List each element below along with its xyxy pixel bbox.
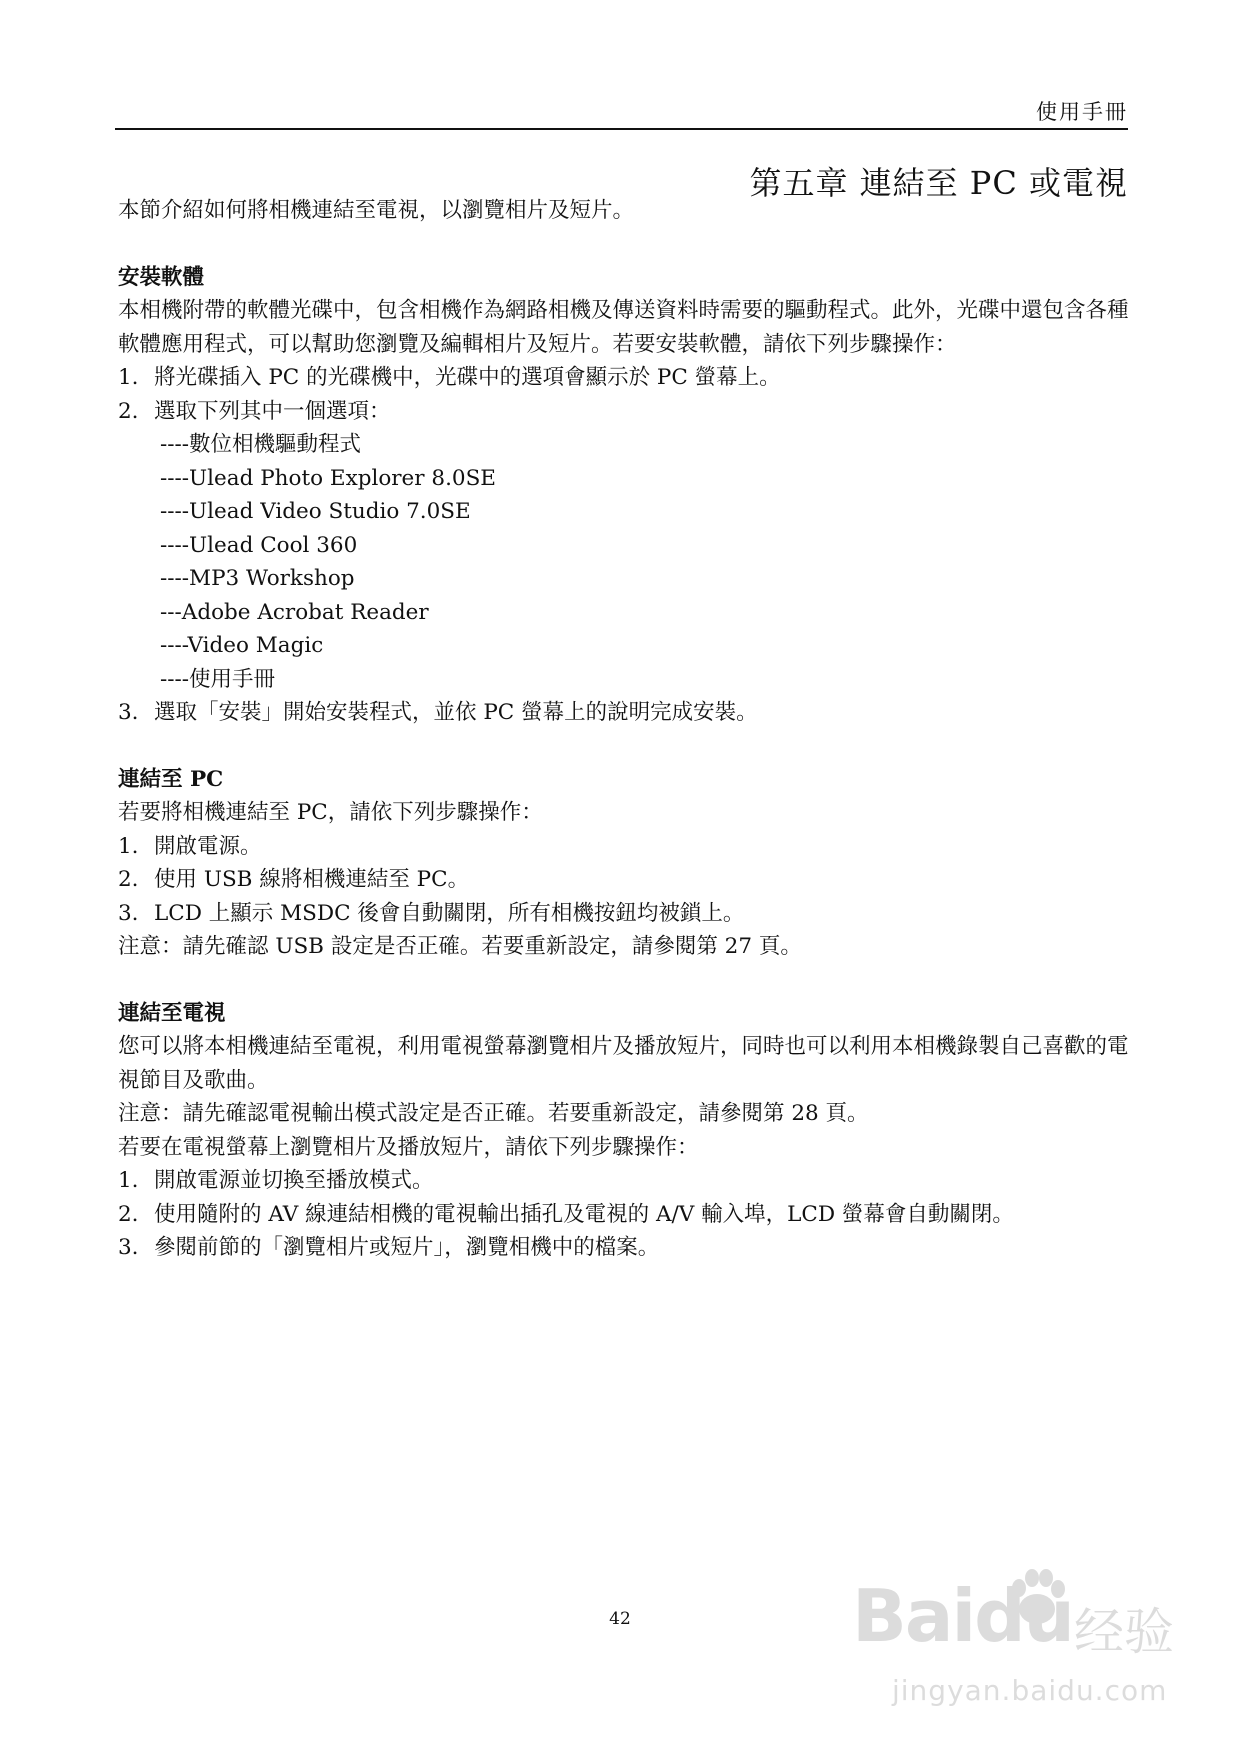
watermark-label: 经验 xyxy=(1074,1603,1174,1661)
pc-note: 注意：請先確認 USB 設定是否正確。若要重新設定，請參閱第 27 頁。 xyxy=(118,934,802,959)
tv-lead: 若要在電視螢幕上瀏覽相片及播放短片，請依下列步驟操作： xyxy=(118,1134,699,1160)
list-item xyxy=(118,863,1130,897)
section-heading-install: 安裝軟體 xyxy=(118,264,205,290)
list-number: 1. xyxy=(118,833,139,859)
list-text: 開啟電源。 xyxy=(154,833,262,859)
list-text: 將光碟插入 PC 的光碟機中，光碟中的選項會顯示於 PC 螢幕上。 xyxy=(154,365,781,390)
list-number: 3. xyxy=(118,700,139,725)
list-number: 2. xyxy=(118,867,139,892)
list-item xyxy=(118,1198,1130,1232)
watermark-brand: Baidu xyxy=(852,1574,1073,1658)
option-item: ---Adobe Acrobat Reader xyxy=(160,599,429,625)
list-item xyxy=(118,897,1130,931)
header-rule xyxy=(115,128,1128,130)
list-item xyxy=(118,830,1130,864)
list-number: 2. xyxy=(118,398,139,424)
body-content xyxy=(118,194,1130,1265)
install-paragraph: 本相機附帶的軟體光碟中，包含相機作為網路相機及傳送資料時需要的驅動程式。此外，光碟中還包含各種軟體應用程式，可以幫助您瀏覽及編輯相片及短片。若要安裝軟體，請依下列步驟操作： xyxy=(118,298,1129,357)
chapter-title: 第五章 連結至 PC 或電視 xyxy=(749,164,1128,202)
list-text: LCD 上顯示 MSDC 後會自動關閉，所有相機按鈕均被鎖上。 xyxy=(154,900,745,926)
list-item xyxy=(118,1231,1130,1265)
list-item xyxy=(118,696,1130,730)
list-text: 使用隨附的 AV 線連結相機的電視輸出插孔及電視的 A/V 輸入埠，LCD 螢幕會自動關閉。 xyxy=(154,1201,1014,1227)
list-number: 1. xyxy=(118,1168,139,1193)
watermark-url: jingyan.baidu.com xyxy=(892,1674,1168,1707)
tv-paragraph: 您可以將本相機連結至電視，利用電視螢幕瀏覽相片及播放短片，同時也可以利用本相機錄製自己喜歡的電視節目及歌曲。 xyxy=(118,1034,1129,1093)
page-number: 42 xyxy=(609,1609,631,1629)
intro-paragraph: 本節介紹如何將相機連結至電視，以瀏覽相片及短片。 xyxy=(118,198,635,223)
baidu-watermark xyxy=(852,1564,1182,1714)
option-item: ----MP3 Workshop xyxy=(160,566,355,591)
list-number: 2. xyxy=(118,1201,139,1227)
list-item xyxy=(118,395,1130,429)
list-item xyxy=(118,1164,1130,1198)
section-heading-tv: 連結至電視 xyxy=(118,1000,226,1026)
list-item xyxy=(118,361,1130,395)
list-text: 選取下列其中一個選項： xyxy=(154,398,391,424)
list-text: 參閱前節的「瀏覽相片或短片」，瀏覽相機中的檔案。 xyxy=(154,1235,660,1260)
section-heading-pc: 連結至 PC xyxy=(118,766,224,792)
option-item: ----Ulead Photo Explorer 8.0SE xyxy=(160,465,497,491)
list-number: 1. xyxy=(118,365,139,390)
running-header: 使用手冊 xyxy=(1036,100,1128,124)
list-text: 使用 USB 線將相機連結至 PC。 xyxy=(154,867,470,892)
list-number: 3. xyxy=(118,1235,139,1260)
pc-lead: 若要將相機連結至 PC，請依下列步驟操作： xyxy=(118,800,543,825)
option-item: ----Ulead Video Studio 7.0SE xyxy=(160,499,471,524)
tv-note: 注意：請先確認電視輸出模式設定是否正確。若要重新設定，請參閱第 28 頁。 xyxy=(118,1101,869,1126)
option-item: ----使用手冊 xyxy=(160,666,276,692)
option-item: ----Video Magic xyxy=(160,633,324,658)
list-number: 3. xyxy=(118,900,139,926)
option-item: ----數位相機驅動程式 xyxy=(160,432,362,457)
baidu-paw-icon xyxy=(1002,1564,1072,1634)
option-item: ----Ulead Cool 360 xyxy=(160,532,358,558)
list-text: 開啟電源並切換至播放模式。 xyxy=(154,1168,434,1193)
list-text: 選取「安裝」開始安裝程式，並依 PC 螢幕上的說明完成安裝。 xyxy=(154,700,758,725)
